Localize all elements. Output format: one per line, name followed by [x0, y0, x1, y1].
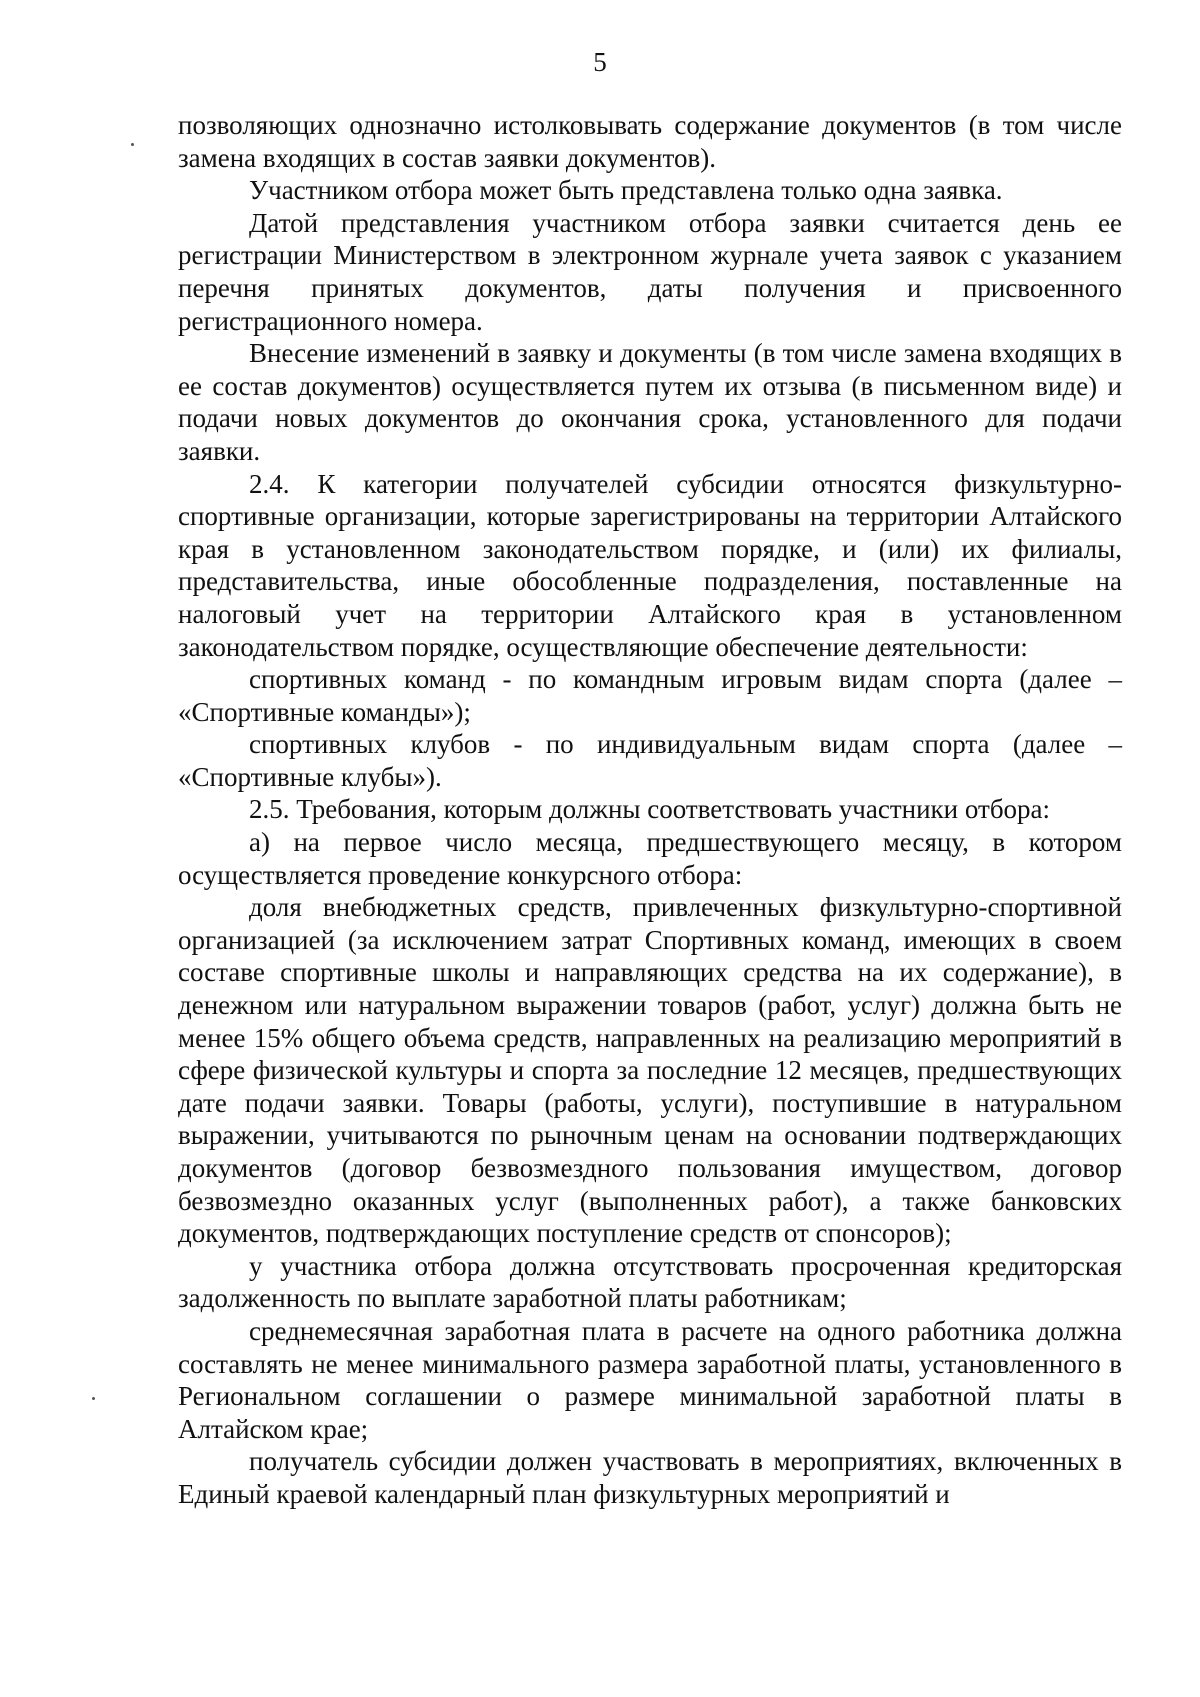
paragraph-extrabudgetary-share: доля внебюджетных средств, привлеченных физкультурно-спортивной организацией (за исключением затрат Спортивных команд, имеющих в своем составе спортивные школы и направляющих средства на их содержание), в денежном или натуральном выражении товаров (работ, услуг) должна быть не менее 15% общего объема средств, направленных на реализацию мероприятий в сфере физической культуры и спорта за последние 12 месяцев, предшествующих дате подачи заявки. Товары (работы, услуги), поступившие в натуральном выражении, учитываются по рыночным ценам на основании подтверждающих документов (договор безвозмездного пользования имуществом, договор безвозмездно оказанных услуг (выполненных работ), а также банковских документов, подтверждающих поступление средств от спонсоров); [178, 892, 1122, 1249]
document-body [178, 109, 1122, 1511]
paragraph-sports-clubs: спортивных клубов - по индивидуальным видам спорта (далее – «Спортивные клубы»). [178, 729, 1122, 792]
paragraph-calendar-participation: получатель субсидии должен участвовать в мероприятиях, включенных в Единый краевой календарный план физкультурных мероприятий и [178, 1446, 1122, 1509]
paragraph-no-overdue-debt: у участника отбора должна отсутствовать просроченная кредиторская задолженность по выплате заработной платы работникам; [178, 1250, 1122, 1314]
paragraph-one-application: Участником отбора может быть представлена только одна заявка. [249, 175, 1003, 206]
paragraph-changes: Внесение изменений в заявку и документы (в том числе замена входящих в ее состав документов) осуществляется путем их отзыва (в письменном виде) и подачи новых документов до окончания срока, установленного для подачи заявки. [178, 338, 1122, 466]
page-number: 5 [593, 47, 607, 77]
paragraph-section-2-5: 2.5. Требования, которым должны соответствовать участники отбора: [249, 794, 1051, 825]
paragraph-sports-teams: спортивных команд - по командным игровым видам спорта (далее – «Спортивные команды»); [178, 664, 1122, 727]
paragraph-requirement-a: а) на первое число месяца, предшествующего месяцу, в котором осуществляется проведение конкурсного отбора: [178, 827, 1122, 890]
paragraph-section-2-4: 2.4. К категории получателей субсидии относятся физкультурно-спортивные организации, которые зарегистрированы на территории Алтайского края в установленном законодательством порядке, и (или) их филиалы, представительства, иные обособленные подразделения, поставленные на налоговый учет на территории Алтайского края в установленном законодательством порядке, осуществляющие обеспечение деятельности: [178, 468, 1122, 662]
paragraph-continuation: позволяющих однозначно истолковывать содержание документов (в том числе замена входящих в состав заявки документов). [178, 110, 1122, 173]
scan-speck [92, 1397, 95, 1400]
paragraph-submission-date: Датой представления участником отбора заявки считается день ее регистрации Министерством в электронном журнале учета заявок с указанием перечня принятых документов, даты получения и присвоенного регистрационного номера. [178, 207, 1122, 336]
paragraph-average-salary: среднемесячная заработная плата в расчете на одного работника должна составлять не менее минимального размера заработной платы, установленного в Региональном соглашении о размере минимальной заработной платы в Алтайском крае; [178, 1315, 1122, 1444]
scan-speck [131, 143, 134, 146]
